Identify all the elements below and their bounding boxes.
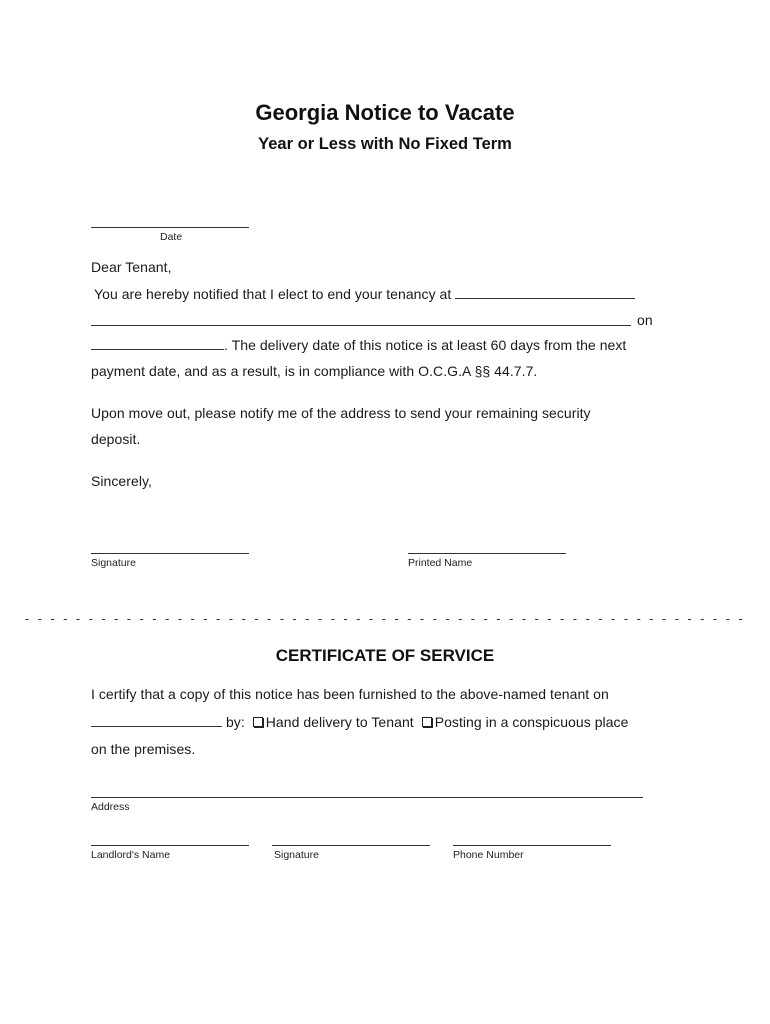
hand-delivery-label: Hand delivery to Tenant [265, 714, 414, 730]
date-blank[interactable] [91, 227, 249, 228]
para1-start-text: You are hereby notified that I elect to end your tenancy at [94, 286, 452, 302]
certificate-signature-blank[interactable] [272, 845, 430, 846]
service-date-blank[interactable] [91, 714, 222, 727]
address-blank[interactable] [91, 797, 643, 798]
date-label: Date [160, 231, 183, 243]
certificate-title: CERTIFICATE OF SERVICE [275, 646, 495, 665]
document-title: Georgia Notice to Vacate [255, 100, 515, 125]
printed-name-blank[interactable] [408, 553, 566, 554]
closing: Sincerely, [91, 473, 152, 489]
hand-delivery-checkbox[interactable] [253, 717, 263, 727]
posting-checkbox[interactable] [422, 717, 432, 727]
certificate-line2 [91, 714, 628, 730]
by-label: by: [225, 714, 245, 730]
phone-number-blank[interactable] [453, 845, 611, 846]
signature-label: Signature [91, 557, 136, 569]
certificate-line3: on the premises. [91, 741, 196, 757]
para1-line4: payment date, and as a result, is in compliance with O.C.G.A §§ 44.7.7. [91, 363, 538, 379]
para1-line3 [91, 337, 626, 353]
cut-separator: - - - - - - - - - - - - - - - - - - - - - - - - - - - - - - - - - - - - - - - - - - - - - - - - - - - - - - - - - [24, 611, 746, 626]
landlord-name-label: Landlord's Name [91, 849, 171, 861]
certificate-signature-label: Signature [274, 849, 319, 861]
para1-line1 [94, 286, 635, 302]
posting-label: Posting in a conspicuous place [434, 714, 629, 730]
property-address-blank-2[interactable] [91, 325, 631, 326]
para2-line2: deposit. [91, 431, 141, 447]
signature-blank[interactable] [91, 553, 249, 554]
termination-date-blank[interactable] [91, 337, 224, 350]
para2-line1: Upon move out, please notify me of the address to send your remaining security [91, 405, 591, 421]
document-subtitle: Year or Less with No Fixed Term [258, 135, 512, 153]
landlord-name-blank[interactable] [91, 845, 249, 846]
property-address-blank-1[interactable] [455, 286, 635, 299]
address-label: Address [91, 801, 130, 813]
certificate-line1: I certify that a copy of this notice has been furnished to the above-named tenant on [91, 686, 609, 702]
para1-on-text: on [637, 312, 653, 328]
salutation: Dear Tenant, [91, 259, 172, 275]
printed-name-label: Printed Name [408, 557, 473, 569]
phone-number-label: Phone Number [453, 849, 524, 861]
para1-delivery-text: . The delivery date of this notice is at least 60 days from the next [224, 337, 627, 353]
